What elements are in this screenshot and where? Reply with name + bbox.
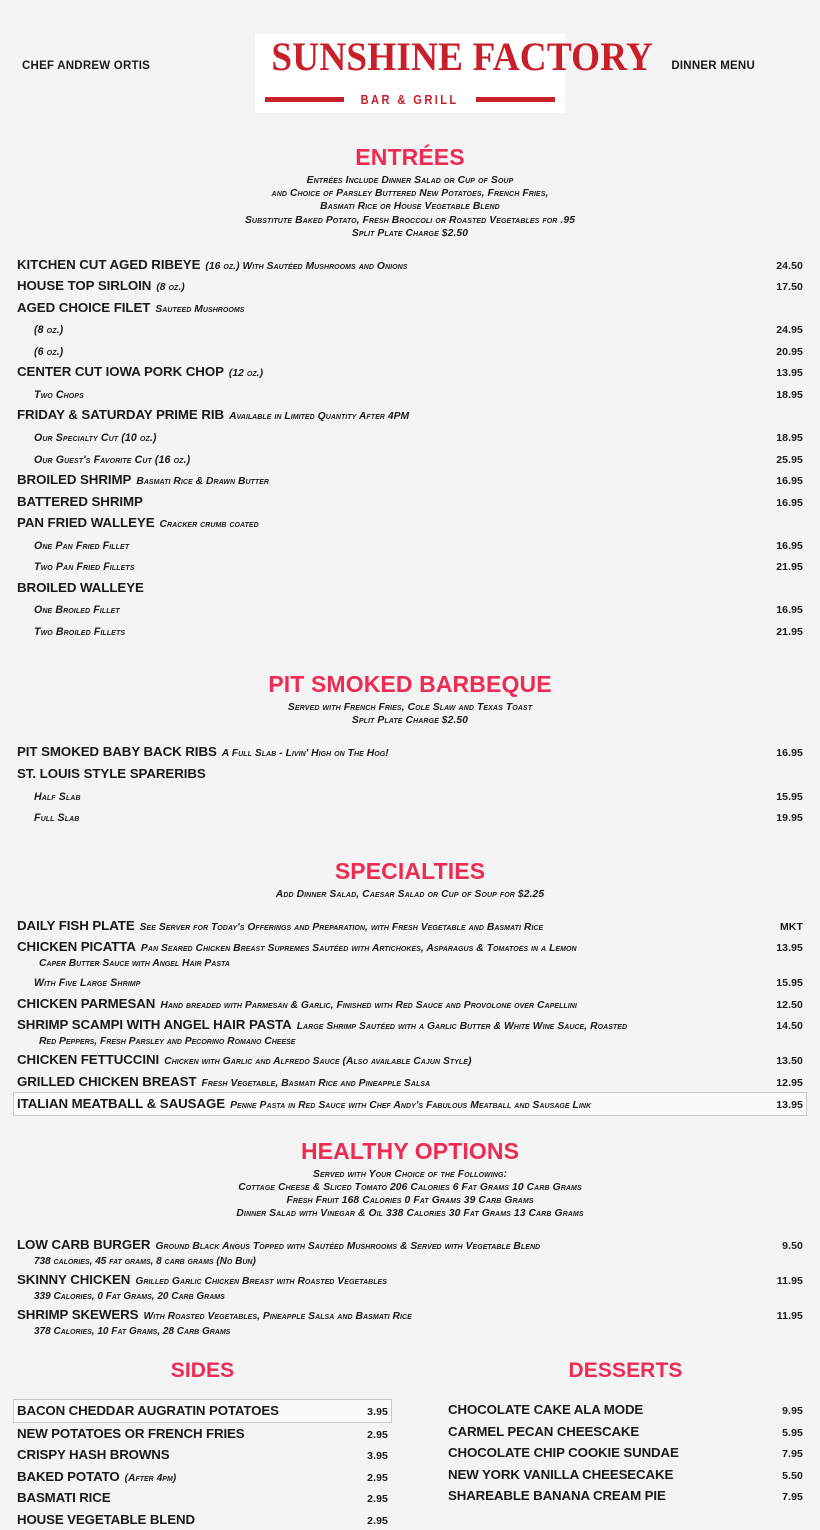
menu-item-price: 15.95 [776,790,803,803]
menu-item-name: DAILY FISH PLATE [17,917,135,933]
menu-item-row[interactable] [17,1304,803,1339]
menu-item-text [17,319,745,339]
menu-item-row[interactable] [17,491,803,513]
menu-item-text [17,599,745,619]
section-title-desserts: DESSERTS [568,1359,683,1383]
menu-item-text [448,1400,743,1420]
menu-item-description: Penne Pasta in Red Sauce with Chef Andy's Fabulous Meatball and Sausage Link [230,1100,592,1112]
menu-item-price: 24.95 [776,324,803,337]
menu-item-text [17,1510,342,1530]
menu-item-text [17,1015,745,1048]
menu-item-row[interactable] [17,254,803,276]
note-line: Served with Your Choice of the Following: [312,1168,508,1180]
menu-item-name: CARMEL PECAN CHEESCAKE [448,1423,640,1439]
section-sides [17,1359,410,1530]
menu-item-description: Chicken with Garlic and Alfredo Sauce (Also available Cajun Style) [164,1056,472,1068]
menu-item-row[interactable] [448,1464,803,1486]
menu-item-name: CHICKEN FETTUCCINI [17,1052,160,1068]
menu-item-text [17,807,745,827]
menu-item-name: ST. LOUIS STYLE SPARERIBS [17,766,206,781]
menu-item-description: See Server for Today's Offerings and Preparation, with Fresh Vegetable and Basmati Rice [139,921,544,933]
menu-item-description: Grilled Garlic Chicken Breast with Roasted Vegetables [135,1276,387,1288]
menu-item-price: 16.95 [776,496,803,509]
menu-item-row[interactable] [17,1014,803,1049]
menu-item-text [17,972,745,992]
note-line: Fresh Fruit 168 Calories 0 Fat Grams 39 Carb Grams [286,1194,534,1206]
menu-item-text [17,384,745,404]
menu-item-price: 24.50 [776,259,803,272]
section-title-barbeque: PIT SMOKED BARBEQUE [268,671,552,698]
menu-item-nutrition: 339 Calories, 0 Fat Grams, 20 Carb Grams [34,1290,225,1302]
menu-item-price: MKT [779,920,803,933]
menu-item-description: Pan Seared Chicken Breast Supremes Sautéed with Artichokes, Asparagus & Tomatoes in a Lemon [140,943,577,955]
menu-item-price: 3.95 [367,1406,388,1419]
menu-item-description: (12 oz.) [228,368,264,380]
menu-item-name: CENTER CUT IOWA PORK CHOP [17,364,224,380]
menu-item-name: BASMATI RICE [17,1490,111,1506]
section-barbeque [17,671,803,827]
menu-item-row[interactable] [17,915,803,937]
menu-item-row[interactable] [17,1269,803,1304]
menu-item-row[interactable] [17,448,803,470]
menu-item-price: 17.50 [776,281,803,294]
menu-item-description: Sauteed Mushrooms [155,303,245,315]
menu-item-name: PIT SMOKED BABY BACK RIBS [17,744,217,760]
menu-item-name: HOUSE VEGETABLE BLEND [17,1511,195,1527]
note-line: Dinner Salad with Vinegar & Oil 338 Calories 30 Fat Grams 13 Carb Grams [236,1208,584,1220]
menu-item-row[interactable] [17,577,803,599]
menu-item-price: 9.50 [782,1240,803,1253]
menu-item-price: 3.95 [367,1450,388,1463]
menu-item-text [17,362,745,382]
specialties-list [17,915,803,1116]
menu-item-text [17,470,745,490]
chef-name: CHEF ANDREW ORTIS [22,60,151,72]
section-desserts [410,1359,803,1530]
menu-item-price: 11.95 [776,1310,803,1323]
menu-item-text [17,492,745,512]
menu-item-row[interactable] [17,1509,388,1530]
section-title-healthy: HEALTHY OPTIONS [300,1137,520,1164]
menu-item-text [17,1072,745,1092]
menu-item-row[interactable] [17,1466,388,1488]
menu-item-name: FRIDAY & SATURDAY PRIME RIB [17,407,225,423]
healthy-list [17,1234,803,1339]
menu-item-name: CHOCOLATE CHIP COOKIE SUNDAE [448,1445,679,1461]
menu-item-nutrition: 378 Calories, 10 Fat Grams, 28 Carb Grams [34,1325,231,1337]
menu-item-text [448,1465,743,1485]
menu-item-subname: One Pan Fried Fillet [34,539,130,552]
menu-item-price: 21.95 [776,561,803,574]
section-note-specialties [17,888,803,901]
note-line: Basmati Rice or House Vegetable Blend [320,201,500,213]
menu-item-subname: With Five Large Shrimp [34,977,141,990]
menu-item-name: HOUSE TOP SIRLOIN [17,278,152,294]
menu-item-name: LOW CARB BURGER [17,1237,151,1253]
menu-item-row[interactable] [17,1444,388,1466]
menu-item-row[interactable] [17,763,803,785]
menu-item-text [448,1486,743,1506]
menu-item-price: 12.50 [776,998,803,1011]
barbeque-list [17,741,803,827]
restaurant-logo [255,34,654,113]
note-line: Cottage Cheese & Sliced Tomato 206 Calories 6 Fat Grams 10 Carb Grams [238,1181,582,1193]
menu-item-price: 2.95 [367,1471,388,1484]
menu-item-subname: (8 oz.) [34,324,64,337]
menu-item-row[interactable] [17,426,803,448]
menu-item-row[interactable] [17,741,803,763]
menu-item-subname: Two Pan Fried Fillets [34,561,135,574]
section-title-specialties: SPECIALTIES [334,857,486,884]
menu-item-name: BACON CHEDDAR AUGRATIN POTATOES [17,1403,279,1419]
menu-item-price: 16.95 [776,604,803,617]
menu-item-name: AGED CHOICE FILET [17,299,151,315]
menu-item-price: 16.95 [776,475,803,488]
menu-page [0,34,820,1527]
menu-item-text [17,405,745,425]
note-line: Substitute Baked Potato, Fresh Broccoli or Roasted Vegetables for .95 [244,214,576,226]
menu-item-text [17,1094,745,1114]
logo-wordmark: SUNSHINE FACTORY [271,34,654,79]
menu-item-description: Available in Limited Quantity After 4PM [229,411,410,423]
logo-rule-right [476,97,555,102]
menu-item-price: 15.95 [776,977,803,990]
menu-kind-label: DINNER MENU [671,60,755,72]
menu-item-row[interactable] [17,993,803,1015]
desserts-list [448,1399,803,1507]
menu-item-row[interactable] [448,1421,803,1443]
menu-item-row[interactable] [448,1399,803,1421]
menu-item-row[interactable] [17,404,803,426]
menu-item-row[interactable] [17,806,803,828]
menu-item-price: 13.95 [776,1099,803,1112]
menu-item-name: NEW POTATOES OR FRENCH FRIES [17,1425,245,1441]
menu-item-text [17,937,745,970]
menu-item-price: 12.95 [776,1076,803,1089]
menu-item-price: 11.95 [776,1275,803,1288]
menu-item-price: 9.95 [782,1405,803,1418]
menu-item-subname: One Broiled Fillet [34,604,120,617]
logo-tagline: BAR & GRILL [361,92,459,108]
menu-item-price: 25.95 [776,453,803,466]
menu-item-row[interactable] [13,1092,807,1116]
menu-item-subname: (6 oz.) [34,345,64,358]
menu-item-name: NEW YORK VANILLA CHEESECAKE [448,1466,674,1482]
menu-item-text [17,742,745,762]
menu-item-row[interactable] [17,534,803,556]
menu-item-description: Fresh Vegetable, Basmati Rice and Pineapple Salsa [201,1077,431,1089]
menu-item-description: (16 oz.) With Sautéed Mushrooms and Onions [205,260,408,272]
menu-item-text [17,535,745,555]
menu-item-row[interactable] [17,555,803,577]
masthead [17,34,803,136]
menu-item-row[interactable] [17,1423,388,1445]
menu-item-price: 18.95 [776,388,803,401]
note-line: and Choice of Parsley Buttered New Potatoes, French Fries, [271,188,549,200]
menu-item-row[interactable] [13,1399,392,1423]
menu-item-row[interactable] [17,1487,388,1509]
logo-rule-left [265,97,344,102]
menu-item-text [448,1443,743,1463]
menu-item-text [17,1401,342,1421]
menu-item-text [17,255,745,275]
menu-item-price: 16.95 [776,747,803,760]
menu-item-name: SHRIMP SKEWERS [17,1307,139,1323]
menu-item-text [17,449,745,469]
menu-item-text [17,621,745,641]
menu-item-row[interactable] [17,275,803,297]
menu-item-name: SHRIMP SCAMPI WITH ANGEL HAIR PASTA [17,1017,292,1033]
menu-item-text [17,513,745,533]
section-note-healthy [17,1168,803,1221]
menu-item-subname: Our Guest's Favorite Cut (16 oz.) [34,453,191,466]
menu-item-row[interactable] [17,936,803,971]
note-line: Served with French Fries, Cole Slaw and Texas Toast [287,702,533,714]
menu-item-name: BATTERED SHRIMP [17,493,143,509]
section-healthy-options [17,1138,803,1340]
menu-item-text [17,1467,342,1487]
menu-item-text [17,578,745,598]
note-line: Add Dinner Salad, Caesar Salad or Cup of Soup for $2.25 [275,888,545,900]
menu-item-nutrition: 738 calories, 45 fat grams, 8 carb grams (No Bun) [34,1255,256,1267]
menu-item-subname: Full Slab [34,812,80,825]
menu-item-text [17,994,745,1014]
menu-item-text [17,556,745,576]
menu-item-price: 16.95 [776,539,803,552]
menu-item-price: 5.50 [782,1469,803,1482]
menu-item-subname: Half Slab [34,790,81,803]
section-title-entrees: ENTRÉES [355,144,465,170]
menu-item-row[interactable] [17,785,803,807]
menu-item-row[interactable] [17,469,803,491]
menu-item-row[interactable] [17,512,803,534]
menu-item-name: CHICKEN PICATTA [17,939,136,955]
menu-item-price: 5.95 [782,1426,803,1439]
menu-item-name: BROILED SHRIMP [17,472,132,488]
menu-item-name: PAN FRIED WALLEYE [17,515,155,531]
menu-item-name: CHOCOLATE CAKE ALA MODE [448,1402,644,1418]
menu-item-name: SHAREABLE BANANA CREAM PIE [448,1488,666,1504]
menu-item-price: 14.50 [776,1020,803,1033]
menu-item-name: BAKED POTATO [17,1468,120,1484]
menu-item-text [17,341,745,361]
menu-item-description: Cracker crumb coated [159,519,259,531]
menu-item-text [17,764,745,784]
menu-item-description: (8 oz.) [156,282,185,294]
menu-item-description: Basmati Rice & Drawn Butter [136,476,270,488]
section-title-sides: SIDES [170,1359,235,1383]
note-line: Entrées Include Dinner Salad or Cup of Soup [306,175,514,186]
menu-item-subname: Our Specialty Cut (10 oz.) [34,431,157,444]
menu-item-row[interactable] [17,318,803,340]
menu-item-name: GRILLED CHICKEN BREAST [17,1073,197,1089]
menu-item-subname: Two Chops [34,388,84,401]
menu-item-text [17,786,745,806]
section-entrees [17,144,803,641]
menu-item-price: 13.95 [776,942,803,955]
menu-item-price: 2.95 [367,1428,388,1441]
menu-item-name: CRISPY HASH BROWNS [17,1447,170,1463]
menu-item-row[interactable] [17,361,803,383]
menu-item-description: Ground Black Angus Topped with Sautéed Mushrooms & Served with Vegetable Blend [155,1241,541,1253]
menu-item-name: KITCHEN CUT AGED RIBEYE [17,256,201,272]
menu-item-text [17,1050,745,1070]
menu-item-price: 7.95 [782,1448,803,1461]
menu-item-description: Large Shrimp Sautéed with a Garlic Butter & White Wine Sauce, Roasted [296,1021,628,1033]
menu-item-price: 18.95 [776,431,803,444]
entrees-list [17,254,803,641]
menu-item-row[interactable] [17,1071,803,1093]
menu-item-price: 2.95 [367,1514,388,1527]
menu-item-name: SKINNY CHICKEN [17,1272,131,1288]
menu-item-text [17,1445,342,1465]
menu-item-description: With Roasted Vegetables, Pineapple Salsa and Basmati Rice [143,1311,412,1323]
menu-item-description: Hand breaded with Parmesan & Garlic, Finished with Red Sauce and Provolone over Capellini [160,999,577,1011]
menu-item-text [17,427,745,447]
menu-item-description-line2: Red Peppers, Fresh Parsley and Pecorino Romano Cheese [39,1035,296,1047]
menu-item-name: BROILED WALLEYE [17,579,144,595]
menu-item-note: (After 4pm) [124,1472,177,1484]
menu-item-text [17,1270,745,1303]
menu-item-row[interactable] [448,1485,803,1507]
menu-item-row[interactable] [448,1442,803,1464]
menu-item-price: 20.95 [776,345,803,358]
menu-item-price: 13.95 [776,367,803,380]
menu-item-name: ITALIAN MEATBALL & SAUSAGE [17,1096,226,1112]
menu-item-price: 21.95 [776,625,803,638]
menu-item-row[interactable] [17,1234,803,1269]
menu-item-row[interactable] [17,340,803,362]
menu-item-row[interactable] [17,1049,803,1071]
menu-item-description: A Full Slab - Livin' High on The Hog! [221,748,389,760]
menu-item-price: 2.95 [367,1493,388,1506]
menu-item-text [17,1488,342,1508]
menu-item-row[interactable] [17,297,803,319]
menu-item-price: 7.95 [782,1491,803,1504]
menu-item-text [448,1422,743,1442]
menu-item-row[interactable] [17,620,803,642]
menu-item-row[interactable] [17,971,803,993]
note-line: Split Plate Charge $2.50 [351,227,469,239]
bottom-columns [17,1359,803,1530]
menu-item-price: 19.95 [776,812,803,825]
logo-rule-row [261,92,559,107]
menu-item-text [17,298,745,318]
section-specialties [17,858,803,1116]
menu-item-text [17,1235,745,1268]
section-note-barbeque [17,701,803,727]
section-note-entrees [17,174,803,240]
menu-item-name: CHICKEN PARMESAN [17,995,156,1011]
menu-item-text [17,1305,745,1338]
sides-list [17,1399,388,1530]
menu-item-row[interactable] [17,383,803,405]
menu-item-description-line2: Caper Butter Sauce with Angel Hair Pasta [39,957,230,969]
menu-item-price: 13.50 [776,1055,803,1068]
note-line: Split Plate Charge $2.50 [351,715,469,727]
menu-item-text [17,1424,342,1444]
menu-item-text [17,276,745,296]
menu-item-subname: Two Broiled Fillets [34,625,126,638]
menu-item-text [17,916,745,936]
menu-item-row[interactable] [17,598,803,620]
